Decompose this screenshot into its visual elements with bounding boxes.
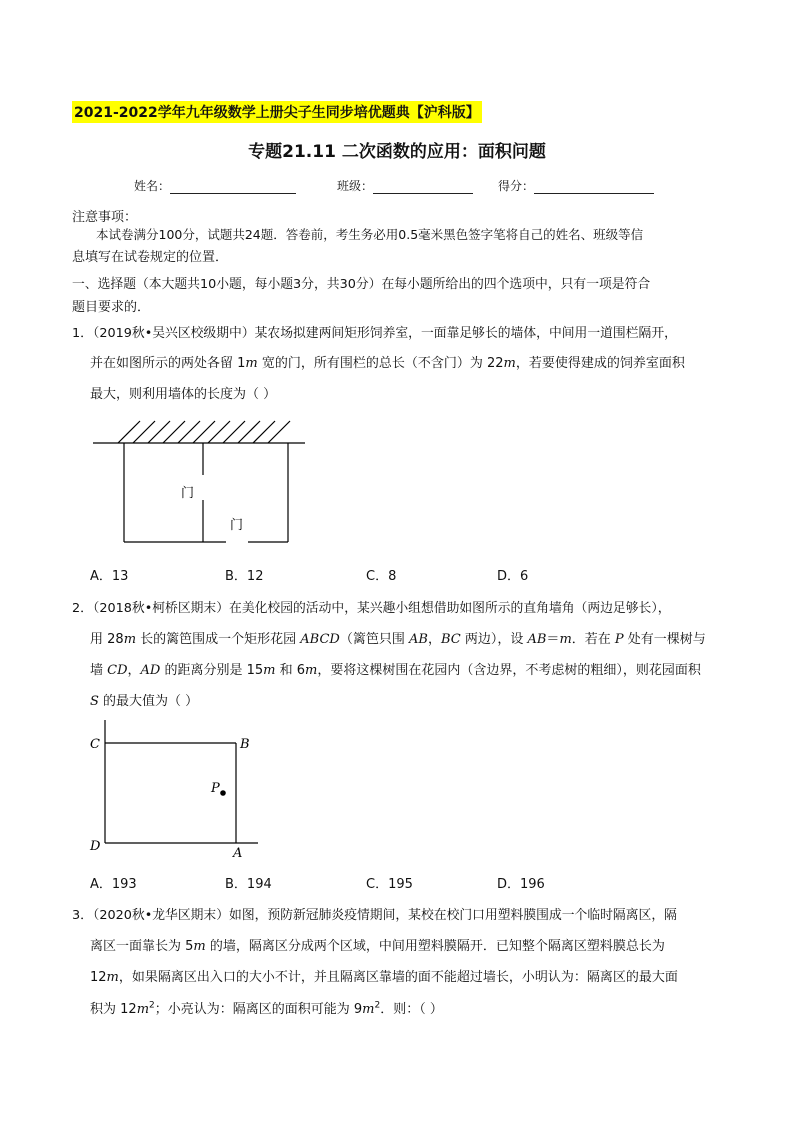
q3-text: 离区一面靠长为 5: [90, 939, 194, 954]
q2-line4: [90, 690, 198, 709]
q1-line2-part: 并在如图所示的两处各留 1: [90, 356, 246, 371]
q2-text: （篱笆只围: [339, 632, 409, 647]
q2-line3: [90, 659, 701, 678]
q2-math: AB: [408, 632, 428, 647]
page-title: 专题21.11 二次函数的应用：面积问题: [248, 142, 546, 162]
q2-line2: [90, 628, 706, 647]
q2-label-c: C: [90, 737, 100, 752]
q1-line3: 最大，则利用墙体的长度为（ ）: [90, 387, 277, 402]
q2-math: S: [90, 694, 99, 709]
class-label: 班级：: [337, 179, 374, 193]
q2-text: 用 28: [90, 632, 124, 647]
q2-math: CD: [107, 663, 128, 678]
notice-line1: 本试卷满分100分，试题共24题．答卷前，考生务必用0.5毫米黑色签字笔将自己的姓名、班级等信: [96, 227, 644, 242]
notice-heading: 注意事项：: [72, 210, 138, 225]
q2-label-d: D: [90, 839, 101, 854]
header-banner: 2021-2022学年九年级数学上册尖子生同步培优题典【沪科版】: [72, 101, 482, 123]
q1-line2-part: 宽的门，所有围栏的总长（不含门）为 22: [257, 356, 504, 371]
q2-tree-point: [220, 790, 226, 796]
q3-text: 12: [90, 970, 107, 985]
q2-text: ．若在: [571, 632, 615, 647]
q1-unit: m: [245, 356, 258, 371]
q3-sup: 2: [374, 1000, 381, 1011]
score-label: 得分：: [498, 179, 535, 193]
q3-sup: 2: [149, 1000, 155, 1011]
q2-text: 两边），设: [460, 632, 528, 647]
name-blank[interactable]: [170, 181, 296, 194]
q1-line1: 1．（2019秋•吴兴区校级期中）某农场拟建两间矩形饲养室，一面靠足够长的墙体，中间用一道围栏隔开，: [72, 326, 677, 341]
q2-option-c[interactable]: C．195: [366, 877, 413, 892]
name-field: [134, 177, 296, 194]
q1-wall-hatch: [118, 421, 290, 443]
section1-line2: 题目要求的．: [72, 300, 151, 315]
q2-math: P: [614, 632, 624, 647]
q2-label-p: P: [211, 781, 220, 796]
q3-line3: [90, 966, 678, 985]
section1-line1: 一、选择题（本大题共10小题，每小题3分，共30分）在每小题所给出的四个选项中，只有一项是符合: [72, 277, 651, 292]
q2-math: BC: [440, 632, 461, 647]
class-field: [337, 177, 473, 194]
q2-label-b: B: [240, 737, 250, 752]
q3-text: 的墙，隔离区分成两个区域，中间用塑料膜隔开．已知整个隔离区塑料膜总长为: [205, 939, 665, 954]
q2-math: AD: [140, 663, 161, 678]
q2-math: m: [305, 663, 318, 678]
q3-math: m: [193, 939, 206, 954]
class-blank[interactable]: [373, 181, 473, 194]
q2-text: ，要将这棵树围在花园内（含边界，不考虑树的粗细），则花园面积: [317, 663, 701, 678]
q2-option-b[interactable]: B．194: [225, 877, 272, 892]
q2-text: 的最大值为（ ）: [98, 694, 199, 709]
q2-option-a[interactable]: A．193: [90, 877, 137, 892]
q1-option-d[interactable]: D．6: [497, 569, 529, 584]
q2-math: AB: [527, 632, 547, 647]
q2-math: m: [559, 632, 572, 647]
q1-door1-label: 门: [181, 486, 195, 501]
q2-text: 处有一棵树与: [623, 632, 706, 647]
q3-text: ，如果隔离区出入口的大小不计，并且隔离区靠墙的面不能超过墙长，小明认为：隔离区的最大面: [118, 970, 678, 985]
q1-option-c[interactable]: C．8: [366, 569, 397, 584]
q3-text: ．则：（ ）: [380, 1002, 443, 1017]
q2-label-a: A: [233, 846, 243, 861]
q2-text: ＝: [546, 632, 560, 647]
notice-line2: 息填写在试卷规定的位置．: [72, 250, 229, 265]
q1-line2: [90, 352, 685, 371]
q3-math: m: [362, 1002, 375, 1017]
q1-line2-part: ，若要使得建成的饲养室面积: [515, 356, 685, 371]
q2-text: 的距离分别是 15: [160, 663, 264, 678]
q1-door2-label: 门: [230, 518, 244, 533]
q2-option-d[interactable]: D．196: [497, 877, 545, 892]
q2-text: 墙: [90, 663, 108, 678]
q3-text: ；小亮认为：隔离区的面积可能为 9: [154, 1002, 363, 1017]
q3-math: m: [106, 970, 119, 985]
q1-unit: m: [503, 356, 516, 371]
q2-math: m: [263, 663, 276, 678]
q3-line1: 3．（2020秋•龙华区期末）如图，预防新冠肺炎疫情期间，某校在校门口用塑料膜围成一个临时隔离区，隔: [72, 908, 677, 923]
q3-text: 积为 12: [90, 1002, 137, 1017]
q2-math: ABCD: [300, 632, 340, 647]
score-field: [498, 177, 654, 194]
q2-math: m: [123, 632, 137, 647]
q1-enclosure: [124, 443, 288, 542]
q3-line4: [90, 998, 443, 1017]
q3-line2: [90, 935, 665, 954]
q1-option-b[interactable]: B．12: [225, 569, 264, 584]
name-label: 姓名：: [134, 179, 171, 193]
q1-option-a[interactable]: A．13: [90, 569, 129, 584]
q2-line1: 2．（2018秋•柯桥区期末）在美化校园的活动中，某兴趣小组想借助如图所示的直角墙角（两边足够长），: [72, 601, 671, 616]
q2-text: ，: [127, 663, 141, 678]
q3-math: m: [136, 1002, 150, 1017]
q2-text: 和 6: [275, 663, 306, 678]
q2-text: 长的篱笆围成一个矩形花园: [136, 632, 301, 647]
q2-text: ，: [427, 632, 441, 647]
score-blank[interactable]: [534, 181, 654, 194]
